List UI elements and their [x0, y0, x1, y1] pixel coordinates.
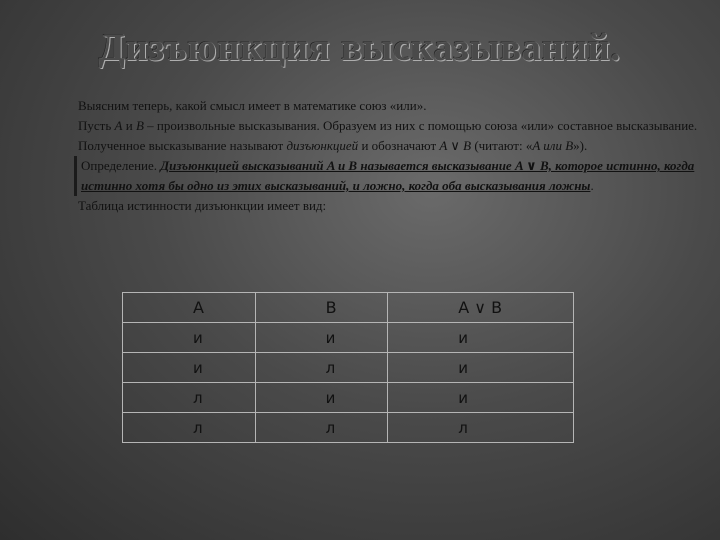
table-row: [123, 323, 574, 353]
text-fragment: .: [590, 178, 594, 193]
header-a: A: [123, 293, 256, 323]
table-cell: л: [255, 413, 388, 443]
disjunction-symbol: A ∨ B: [439, 138, 472, 153]
header-b: B: [255, 293, 388, 323]
text-fragment: Пусть: [78, 118, 115, 133]
text-fragment: и обозначают: [358, 138, 440, 153]
text-fragment: и: [122, 118, 136, 133]
definition-text: Дизъюнкцией высказываний A и B называется высказывание A ∨ B, которое истинно, когда истинно хотя бы одно из этих высказываний, и ложно, когда оба высказывания ложны: [81, 158, 695, 193]
truth-table: [122, 292, 574, 443]
term-disjunction: дизъюнкцией: [286, 138, 359, 153]
table-row: [123, 353, 574, 383]
paragraph-table-intro: Таблица истинности дизъюнкции имеет вид:: [78, 198, 327, 213]
paragraph-definition-context: [18, 116, 708, 156]
table-row: [123, 383, 574, 413]
table-cell: и: [388, 353, 574, 383]
table-row: [123, 413, 574, 443]
table-cell: л: [123, 413, 256, 443]
text-fragment: »).: [573, 138, 588, 153]
header-a-or-b: A ∨ B: [388, 293, 574, 323]
table-cell: и: [123, 353, 256, 383]
text-fragment: (читают: «: [471, 138, 533, 153]
body-text: [18, 96, 708, 216]
table-cell: и: [255, 383, 388, 413]
table-cell: и: [388, 323, 574, 353]
table-cell: л: [255, 353, 388, 383]
table-cell: и: [255, 323, 388, 353]
table-header-row: [123, 293, 574, 323]
paragraph-intro: Выясним теперь, какой смысл имеет в математике союз «или».: [78, 98, 427, 113]
table-cell: л: [388, 413, 574, 443]
definition-label: Определение.: [81, 158, 161, 173]
slide-title: Дизъюнкция высказываний.: [98, 27, 622, 69]
definition-block: [74, 156, 708, 196]
variable-a: A: [114, 118, 123, 133]
variable-b: B: [135, 118, 144, 133]
text-fragment: – произвольные высказывания. Образуем из них с помощью союза «или» составное высказывание. Полученное высказывание называют: [78, 118, 698, 153]
table-cell: и: [123, 323, 256, 353]
table-cell: л: [123, 383, 256, 413]
table-cell: и: [388, 383, 574, 413]
reading: A или B: [532, 138, 574, 153]
